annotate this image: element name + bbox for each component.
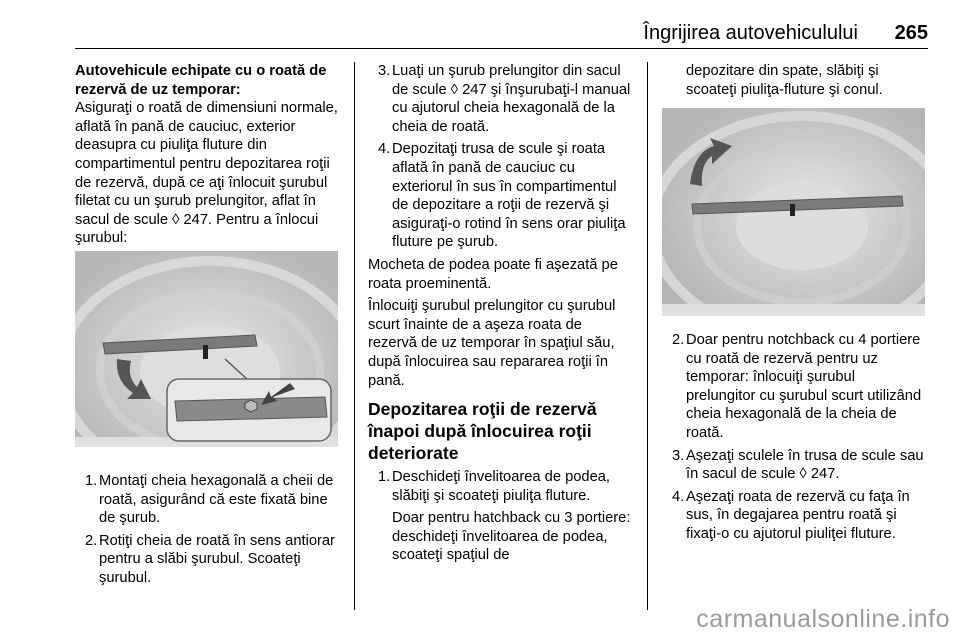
column-2 [368,62,634,565]
list-item: 1. Montaţi cheia hexagonală a cheii de roată, asigurând că este fixată bine de şurub. [85,473,334,527]
column-divider [647,62,648,610]
continuation-paragraph: depozitare din spate, slăbiţi şi scoateţi piuliţa-fluture şi conul. [686,63,883,98]
list-item: 2. Doar pentru notchback cu 4 portiere cu roată de rezervă pentru uz temporar: înlocuiţi şurubul prelungitor cu şurubul scurt utilizând cheia hexagonală de la cheia de roată. [672,332,922,441]
column-3 [662,62,928,99]
list-item: 4. Aşezaţi roata de rezervă cu faţa în sus, în degajarea pentru roată şi fixaţi-o cu ajutorul piuliţei fluture. [672,488,910,542]
figure-wheel-bolt [75,251,338,447]
column-1-steps [75,472,343,588]
intro-paragraph: Asiguraţi o roată de dimensiuni normale, aflată în pană de cauciuc, exterior deasupra cu piuliţa fluture din compartimentul pentru depozitarea roţii de rezervă, după ce aţi înlocuit şurubul filetat cu un şurub prelungitor, aflat în sacul de scule ◊ 247. Pentru a înlocui şurubul: [75,100,338,247]
list-item: 4. Depozitaţi trusa de scule şi roata aflată în pană de cauciuc cu exteriorul în sus în compartimentul de depozitare a roţii de rezervă şi asiguraţi-o rotind în sens orar piuliţa fluture pe şurub. [378,141,626,251]
header-rule [75,48,928,49]
section-subheading: Autovehicule echipate cu o roată de rezervă de uz temporar: [75,63,327,98]
list-item: 2. Rotiţi cheia de roată în sens antiorar pentru a slăbi şurubul. Scoateţi şurubul. [85,532,335,586]
page-number: 265 [894,22,928,44]
column-3-steps [662,331,928,544]
figure-spare-wheel [662,108,925,316]
list-item: 3. Luaţi un şurub prelungitor din sacul de scule ◊ 247 şi înşurubaţi-l manual cu ajutorul cheia hexagonală de la cheia de roată. [378,63,631,135]
paragraph: Înlocuiţi şurubul prelungitor cu şurubul scurt înainte de a aşeza roata de rezervă de uz temporar în spaţiul său, după înlocuirea sau repararea roţii în pană. [368,298,616,389]
sub-paragraph: Doar pentru hatchback cu 3 portiere: deschideţi învelitoarea de podea, scoateţi spaţiul de [392,510,631,564]
header-title: Îngrijirea autovehiculului [643,22,858,44]
list-item: 3. Aşezaţi sculele în trusa de scule sau în sacul de scule ◊ 247. [672,447,924,483]
paragraph: Mocheta de podea poate fi aşezată pe roata proeminentă. [368,256,618,292]
list-item: 1. Deschideţi învelitoarea de podea, slăbiţi şi scoateţi piuliţa fluture. [378,469,611,504]
section-heading: Depozitarea roţii de rezervă înapoi după înlocuirea roţii deteriorate [368,399,597,464]
page-header [75,20,928,48]
column-1 [75,62,343,248]
watermark: carmanualsonline.info [696,605,950,633]
column-divider [354,62,355,610]
